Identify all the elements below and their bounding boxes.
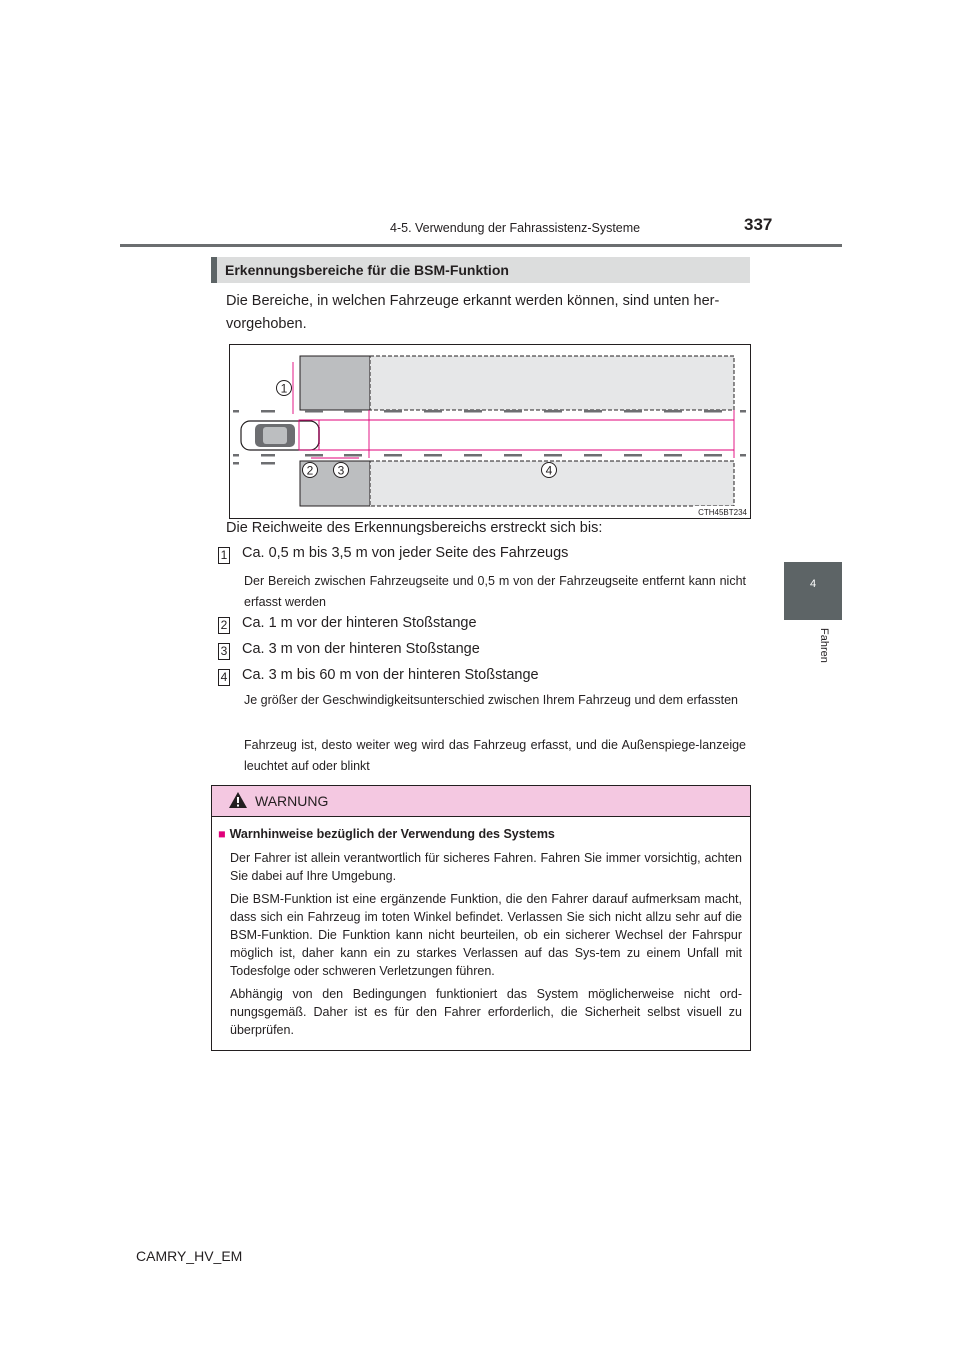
chapter-tab: 4 <box>784 562 842 620</box>
footer-model-code: CAMRY_HV_EM <box>136 1248 243 1264</box>
header-rule <box>120 244 842 247</box>
item-number: 1 <box>218 547 230 564</box>
callout-4 <box>542 463 557 478</box>
svg-text:4: 4 <box>545 463 553 478</box>
warning-label: WARNUNG <box>255 793 329 809</box>
diagram-code: CTH45BT234 <box>698 508 747 517</box>
item-number: 2 <box>218 617 230 634</box>
list-item <box>218 615 477 634</box>
warning-paragraph: Die BSM-Funktion ist eine ergänzende Funktion, die den Fahrer darauf aufmerksam macht, dass sich ein Fahrzeug im toten Winkel befindet. Verlassen Sie sich nicht allzu sehr auf die BSM-Funktion. Die Funktion kann nicht beurteilen, ob ein sicherer Wechsel der Fahrspur möglich ist, daher kann ein zu starkes Verlassen auf das Sys-tem zu einem Unfall mit Todesfolge oder schweren Verletzungen führen. <box>230 892 742 978</box>
reach-intro: Die Reichweite des Erkennungsbereichs erstreckt sich bis: <box>226 520 603 536</box>
svg-text:2: 2 <box>306 463 314 478</box>
item-text: Ca. 3 m von der hinteren Stoßstange <box>242 641 480 657</box>
callout-1 <box>277 381 292 396</box>
intro-paragraph: Die Bereiche, in welchen Fahrzeuge erkannt werden können, sind unten her-vorgehoben. <box>226 293 720 332</box>
item-number: 3 <box>218 643 230 660</box>
svg-text:1: 1 <box>280 381 288 396</box>
list-item <box>218 545 568 564</box>
warning-paragraph: Der Fahrer ist allein verantwortlich für sicheres Fahren. Fahren Sie immer vorsichtig, achten Sie dabei auf Ihre Umgebung. <box>230 851 742 883</box>
section-heading-text: Erkennungsbereiche für die BSM-Funktion <box>225 262 509 278</box>
section-heading-bar <box>211 257 217 283</box>
callout-2 <box>303 463 318 478</box>
warning-icon <box>228 791 248 809</box>
item-note: Je größer der Geschwindigkeitsunterschied zwischen Ihrem Fahrzeug und dem erfassten <box>244 693 738 707</box>
warning-header <box>212 786 750 817</box>
bullet-square-icon: ■ <box>218 827 226 841</box>
svg-text:3: 3 <box>337 463 345 478</box>
item-number: 4 <box>218 669 230 686</box>
item-text: Ca. 3 m bis 60 m von der hinteren Stoßstange <box>242 667 539 683</box>
list-item <box>218 641 480 660</box>
warning-paragraph: Abhängig von den Bedingungen funktioniert das System möglicherweise nicht ord-nungsgemäß. Daher ist es für den Fahrer erforderlich, die Sicherheit selbst visuell zu überprüfen. <box>230 987 742 1037</box>
car-icon <box>241 421 319 450</box>
item-note: Fahrzeug ist, desto weiter weg wird das Fahrzeug erfasst, und die Außenspiege-lanzeige leuchtet auf oder blinkt <box>244 738 746 773</box>
item-text: Ca. 0,5 m bis 3,5 m von jeder Seite des Fahrzeugs <box>242 545 569 561</box>
bsm-detection-diagram <box>229 344 751 519</box>
list-item <box>218 667 539 686</box>
chapter-label: Fahren <box>818 628 830 663</box>
upper-highlight-zone <box>300 356 370 410</box>
item-note: Der Bereich zwischen Fahrzeugseite und 0,5 m von der Fahrzeugseite entfernt kann nicht erfasst werden <box>244 574 746 609</box>
section-heading <box>211 257 750 283</box>
header-section-title: 4-5. Verwendung der Fahrassistenz-Systeme <box>390 221 641 235</box>
callout-3 <box>334 463 349 478</box>
warning-box <box>211 785 751 1051</box>
warning-subtitle: ■ Warnhinweise bezüglich der Verwendung des Systems <box>218 827 555 841</box>
item-text: Ca. 1 m vor der hinteren Stoßstange <box>242 615 477 631</box>
upper-detection-zone <box>370 356 734 410</box>
page-number: 337 <box>744 215 773 234</box>
